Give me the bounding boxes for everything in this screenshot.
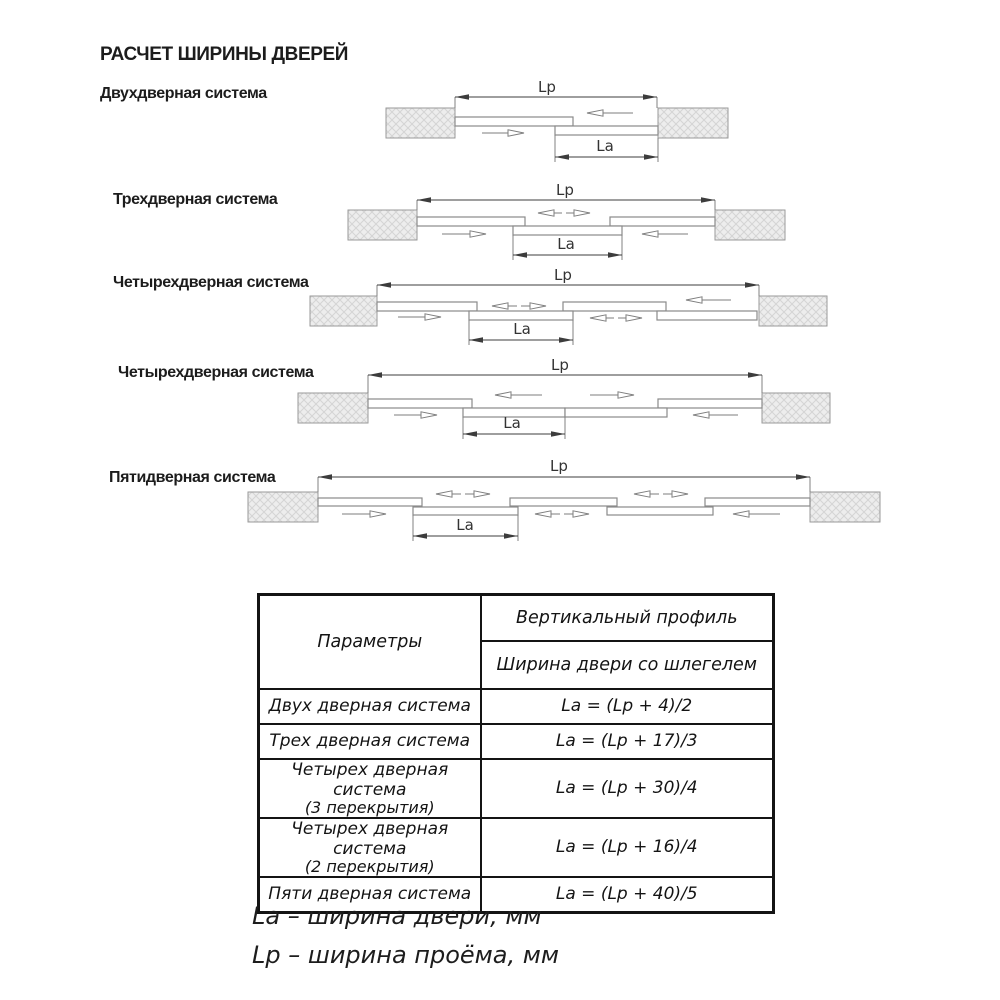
row-parameter: Пяти дверная система bbox=[259, 877, 481, 913]
lp-arrowhead-right bbox=[701, 197, 715, 202]
door-panel bbox=[318, 498, 422, 506]
parameters-table bbox=[257, 593, 775, 914]
slide-direction-arrowhead bbox=[626, 315, 642, 321]
la-dimension-label: La bbox=[513, 320, 531, 338]
door-panel bbox=[610, 217, 715, 226]
door-panel bbox=[413, 507, 518, 515]
wall-left bbox=[248, 492, 318, 522]
door-panel bbox=[563, 302, 666, 311]
system-label-four-door-3-overlaps: Четырехдверная система bbox=[113, 274, 309, 291]
slide-direction-arrowhead bbox=[590, 315, 606, 321]
row-formula: La = (Lp + 4)/2 bbox=[481, 689, 774, 724]
door-panel bbox=[368, 399, 472, 408]
row-parameter: Четырех дверная система (3 перекрытия) bbox=[259, 759, 481, 818]
wall-left bbox=[310, 296, 377, 326]
wall-right bbox=[658, 108, 728, 138]
slide-direction-arrowhead bbox=[672, 491, 688, 497]
diagram-three-door-system bbox=[348, 181, 785, 260]
slide-direction-arrowhead bbox=[587, 110, 603, 116]
wall-right bbox=[810, 492, 880, 522]
slide-direction-arrowhead bbox=[470, 231, 486, 237]
la-dimension-label: La bbox=[456, 516, 474, 534]
door-panel bbox=[510, 498, 617, 506]
slide-direction-arrowhead bbox=[474, 491, 490, 497]
page-title: РАСЧЕТ ШИРИНЫ ДВЕРЕЙ bbox=[100, 44, 349, 65]
la-arrowhead-left bbox=[463, 431, 477, 436]
la-dimension-label: La bbox=[596, 137, 614, 155]
door-panel bbox=[513, 226, 622, 235]
slide-direction-arrowhead bbox=[573, 511, 589, 517]
legend-la-definition: La – ширина двери, мм bbox=[252, 902, 542, 930]
la-arrowhead-right bbox=[644, 154, 658, 159]
lp-arrowhead-left bbox=[368, 372, 382, 377]
lp-arrowhead-right bbox=[796, 474, 810, 479]
lp-arrowhead-right bbox=[748, 372, 762, 377]
la-arrowhead-left bbox=[513, 252, 527, 257]
lp-dimension-label: Lp bbox=[551, 356, 569, 374]
wall-right bbox=[759, 296, 827, 326]
slide-direction-arrowhead bbox=[618, 392, 634, 398]
table-header-door-width: Ширина двери со шлегелем bbox=[481, 641, 774, 689]
system-label-five-door: Пятидверная система bbox=[109, 469, 276, 486]
la-arrowhead-left bbox=[555, 154, 569, 159]
la-arrowhead-right bbox=[608, 252, 622, 257]
la-arrowhead-right bbox=[559, 337, 573, 342]
slide-direction-arrowhead bbox=[421, 412, 437, 418]
wall-right bbox=[715, 210, 785, 240]
slide-direction-arrowhead bbox=[425, 314, 441, 320]
lp-dimension-label: Lp bbox=[538, 78, 556, 96]
diagram-two-door-system bbox=[386, 78, 728, 162]
lp-dimension-label: Lp bbox=[556, 181, 574, 199]
slide-direction-arrowhead bbox=[642, 231, 658, 237]
row-formula: La = (Lp + 30)/4 bbox=[481, 759, 774, 818]
slide-direction-arrowhead bbox=[495, 392, 511, 398]
lp-arrowhead-left bbox=[377, 282, 391, 287]
door-panel bbox=[417, 217, 525, 226]
row-parameter: Трех дверная система bbox=[259, 724, 481, 759]
door-panel bbox=[607, 507, 713, 515]
lp-dimension-label: Lp bbox=[554, 266, 572, 284]
slide-direction-arrowhead bbox=[733, 511, 749, 517]
door-panel bbox=[657, 311, 757, 320]
wall-left bbox=[298, 393, 368, 423]
slide-direction-arrowhead bbox=[686, 297, 702, 303]
system-label-four-door-2-overlaps: Четырехдверная система bbox=[118, 364, 314, 381]
table-header-vertical-profile: Вертикальный профиль bbox=[481, 595, 774, 642]
lp-arrowhead-left bbox=[455, 94, 469, 99]
slide-direction-arrowhead bbox=[693, 412, 709, 418]
lp-dimension-label: Lp bbox=[550, 457, 568, 475]
row-formula: La = (Lp + 16)/4 bbox=[481, 818, 774, 877]
system-label-three-door: Трехдверная система bbox=[113, 191, 278, 208]
door-panel bbox=[377, 302, 477, 311]
system-label-two-door: Двухдверная система bbox=[100, 85, 267, 102]
lp-arrowhead-right bbox=[745, 282, 759, 287]
la-arrowhead-left bbox=[469, 337, 483, 342]
lp-arrowhead-left bbox=[318, 474, 332, 479]
door-panel bbox=[555, 126, 658, 135]
slide-direction-arrowhead bbox=[436, 491, 452, 497]
slide-direction-arrowhead bbox=[574, 210, 590, 216]
lp-arrowhead-right bbox=[643, 94, 657, 99]
wall-left bbox=[348, 210, 417, 240]
wall-right bbox=[762, 393, 830, 423]
slide-direction-arrowhead bbox=[535, 511, 551, 517]
slide-direction-arrowhead bbox=[492, 303, 508, 309]
table-header-parameters: Параметры bbox=[259, 595, 481, 690]
slide-direction-arrowhead bbox=[508, 130, 524, 136]
row-parameter: Четырех дверная система (2 перекрытия) bbox=[259, 818, 481, 877]
diagram-four-door-2-overlaps-system bbox=[298, 356, 830, 439]
legend-lp-definition: Lp – ширина проёма, мм bbox=[252, 941, 559, 969]
lp-arrowhead-left bbox=[417, 197, 431, 202]
diagram-four-door-3-overlaps-system bbox=[310, 266, 827, 345]
door-panel bbox=[469, 311, 573, 320]
slide-direction-arrowhead bbox=[634, 491, 650, 497]
row-formula: La = (Lp + 17)/3 bbox=[481, 724, 774, 759]
table-row-four-door-3-overlaps bbox=[259, 759, 774, 818]
door-panel bbox=[565, 408, 667, 417]
table-row-three-door bbox=[259, 724, 774, 759]
wall-left bbox=[386, 108, 455, 138]
la-dimension-label: La bbox=[503, 414, 521, 432]
slide-direction-arrowhead bbox=[370, 511, 386, 517]
la-arrowhead-left bbox=[413, 533, 427, 538]
row-parameter: Двух дверная система bbox=[259, 689, 481, 724]
door-panel bbox=[705, 498, 810, 506]
la-arrowhead-right bbox=[504, 533, 518, 538]
la-arrowhead-right bbox=[551, 431, 565, 436]
slide-direction-arrowhead bbox=[538, 210, 554, 216]
table-row-four-door-2-overlaps bbox=[259, 818, 774, 877]
slide-direction-arrowhead bbox=[530, 303, 546, 309]
row-formula: La = (Lp + 40)/5 bbox=[481, 877, 774, 913]
la-dimension-label: La bbox=[557, 235, 575, 253]
table-row-two-door bbox=[259, 689, 774, 724]
diagram-five-door-system bbox=[248, 457, 880, 541]
door-panel bbox=[658, 399, 762, 408]
door-panel bbox=[455, 117, 573, 126]
